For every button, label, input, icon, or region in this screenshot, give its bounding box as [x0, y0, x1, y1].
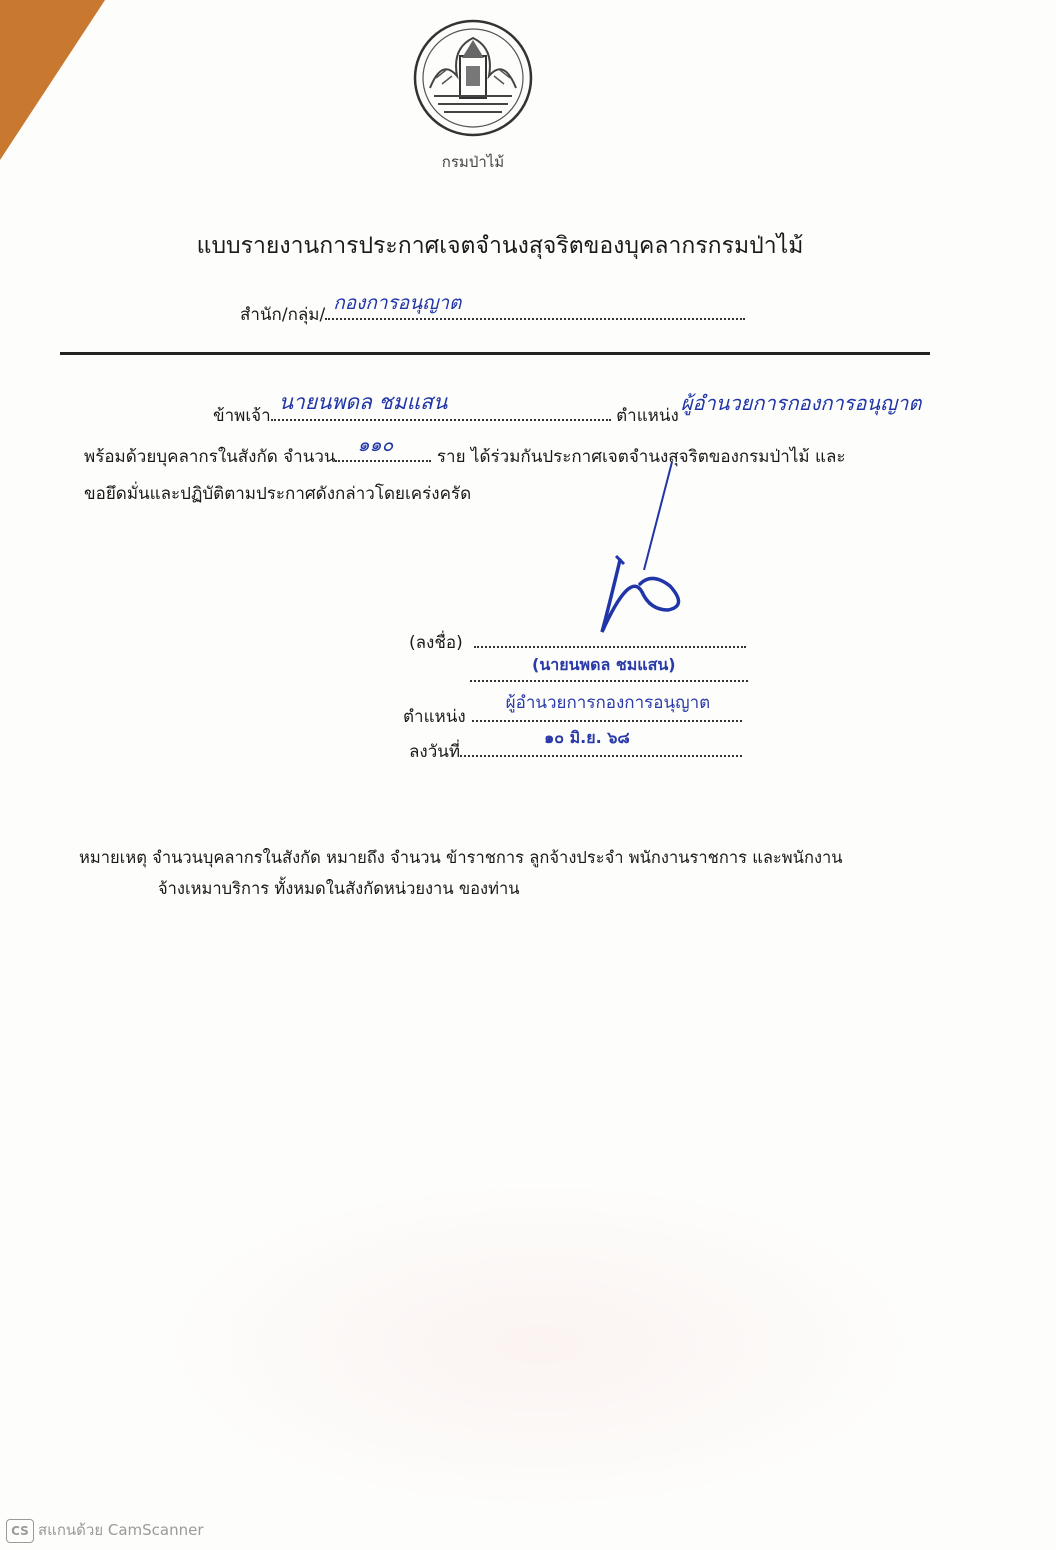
- sign-line: [409, 628, 746, 656]
- i-label: ข้าพเจ้า: [213, 406, 271, 426]
- printed-name-line: [470, 655, 748, 687]
- date-field: [460, 728, 742, 757]
- declarant-name: นายนพดล ชมแสน: [278, 390, 448, 414]
- signature-position-field: [472, 693, 742, 722]
- background-stain: [160, 1180, 920, 1510]
- name-field: [271, 390, 611, 421]
- office-field: [325, 292, 745, 320]
- position-field: [679, 391, 929, 421]
- sign-date: ๑๐ มิ.ย. ๖๘: [544, 728, 630, 747]
- watermark-text: สแกนด้วย CamScanner: [38, 1521, 204, 1539]
- camscanner-logo: CS: [6, 1519, 34, 1543]
- handwritten-signature: [590, 460, 710, 640]
- date-label: ลงวันที่: [409, 742, 461, 762]
- note-line-1: หมายเหตุ จำนวนบุคลากรในสังกัด หมายถึง จำนวน ข้าราชการ ลูกจ้างประจำ พนักงานราชการ และพนักงาน: [79, 848, 843, 867]
- office-line: [240, 292, 745, 328]
- declarant-position: ผู้อำนวยการกองการอนุญาต: [680, 391, 922, 415]
- declaration-line-2: [84, 434, 846, 470]
- position-label: ตำแหน่ง: [616, 406, 679, 426]
- camscanner-watermark: [6, 1518, 204, 1543]
- signature-position: ผู้อำนวยการกองการอนุญาต: [505, 693, 711, 713]
- staff-count: ๑๑๐: [357, 434, 394, 456]
- count-field: [335, 434, 431, 462]
- divider-rule: [60, 352, 930, 355]
- document-title: แบบรายงานการประกาศเจตจำนงสุจริตของบุคลากรกรมป่าไม้: [196, 233, 804, 259]
- note-line-2: จ้างเหมาบริการ ทั้งหมดในสังกัดหน่วยงาน ของท่าน: [158, 879, 520, 898]
- printed-name-field: [470, 655, 748, 682]
- printed-name: (นายนพดล ชมแสน): [532, 655, 676, 674]
- office-label: สำนัก/กลุ่ม/: [240, 305, 326, 325]
- staff-count-prefix: พร้อมด้วยบุคลากรในสังกัด จำนวน: [84, 447, 336, 467]
- office-value: กองการอนุญาต: [333, 292, 462, 314]
- seal-caption: กรมป่าไม้: [441, 153, 505, 171]
- signature-position-label: ตำแหน่ง: [403, 707, 466, 727]
- paper-corner-decoration: [0, 0, 105, 160]
- royal-forest-department-seal: [412, 18, 534, 138]
- staff-count-suffix: ราย ได้ร่วมกันประกาศเจตจำนงสุจริตของกรมป่าไม้ และ: [436, 447, 846, 467]
- sign-field: [474, 628, 746, 648]
- declaration-line-3: ขอยึดมั่นและปฏิบัติตามประกาศดังกล่าวโดยเคร่งครัด: [84, 484, 472, 504]
- date-line: [409, 728, 742, 765]
- sign-label: (ลงชื่อ): [409, 633, 463, 653]
- declaration-line-1: [213, 390, 929, 429]
